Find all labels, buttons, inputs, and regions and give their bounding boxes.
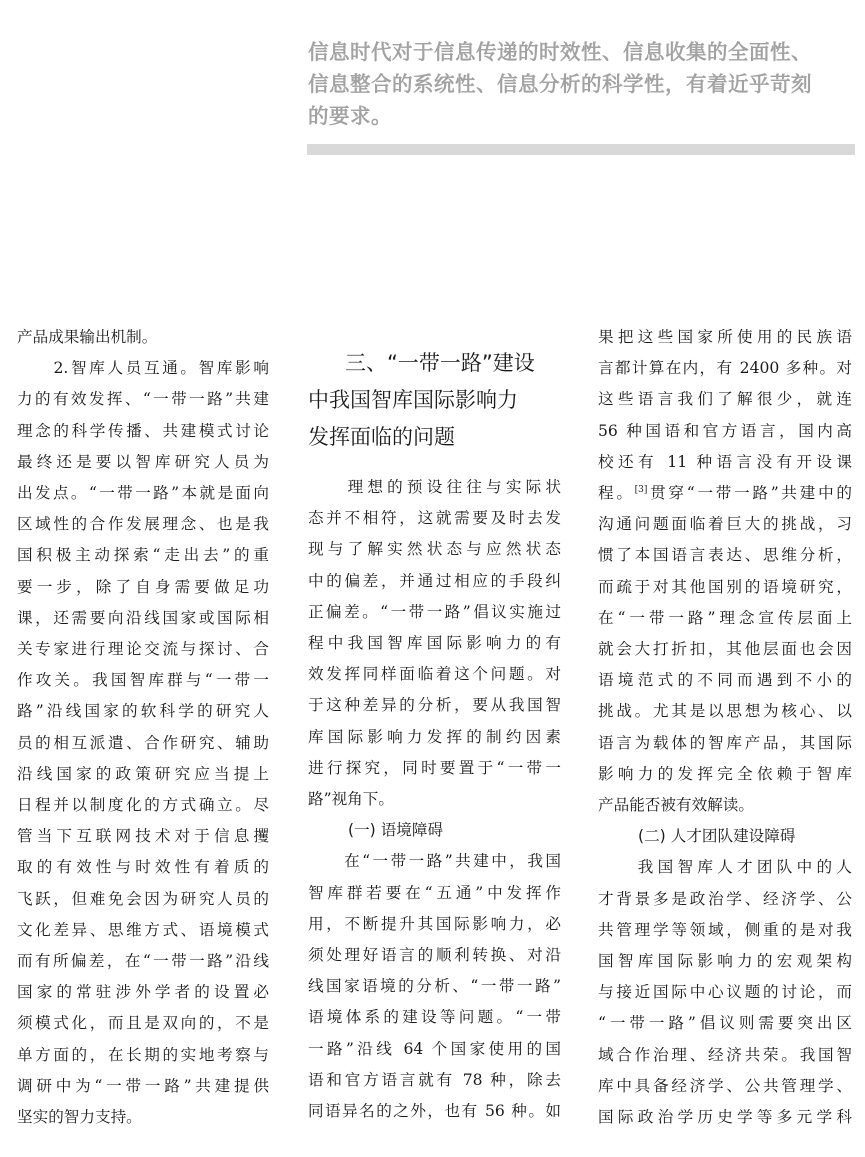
text-line: 须处理好语言的顺利转换、对沿 xyxy=(308,946,561,965)
text-line: 须模式化，而且是双向的，不是 xyxy=(17,1014,269,1033)
text-line: 理念的科学传播、共建模式讨论 xyxy=(17,421,269,440)
text-line: 影响力的发挥完全依赖于智库 xyxy=(598,764,852,783)
text-line: 中的偏差，并通过相应的手段纠 xyxy=(308,571,561,590)
text-line: 程中我国智库国际影响力的有 xyxy=(308,634,561,653)
text-line: 才背景多是政治学、经济学、公 xyxy=(598,889,852,908)
text-line: 国智库国际影响力的宏观架构 xyxy=(598,952,852,971)
text-line: 与接近国际中心议题的讨论，而 xyxy=(598,983,852,1002)
heading-line: 三、“一带一路”建设 xyxy=(345,351,535,375)
text-line: 国际政治学历史学等多元学科 xyxy=(598,1108,852,1127)
pull-quote-divider-bar xyxy=(307,144,855,155)
text-line: 一路”沿线 64 个国家使用的国 xyxy=(308,1039,561,1058)
text-line: 沿线国家的政策研究应当提上 xyxy=(17,764,269,783)
column-2 xyxy=(308,345,561,1127)
text-line: 线国家语境的分析、“一带一路” xyxy=(308,977,561,996)
heading-line: 中我国智库国际影响力 xyxy=(308,388,518,412)
text-line: 言都计算在内，有 2400 多种。对 xyxy=(598,359,852,378)
subsection-heading: (一) 语境障碍 xyxy=(348,821,444,840)
text-line: 在“一带一路”理念宣传层面上 xyxy=(598,608,852,627)
text-line: 产品成果输出机制。 xyxy=(17,328,158,346)
text-line: 而疏于对其他国别的语境研究， xyxy=(598,577,852,596)
text-line: 正偏差。“一带一路”倡议实施过 xyxy=(308,602,561,621)
text-line: 同语异名的之外，也有 56 种。如 xyxy=(308,1102,561,1121)
text-line: 区域性的合作发展理念、也是我 xyxy=(17,515,269,534)
text-line: 校还有 11 种语言没有开设课 xyxy=(598,452,852,471)
text-line: 国积极主动探索“走出去”的重 xyxy=(17,546,269,565)
column-1 xyxy=(17,322,269,1133)
heading-line: 发挥面临的问题 xyxy=(308,425,455,449)
text-line: 单方面的，在长期的实地考察与 xyxy=(17,1045,269,1064)
text-line: 共管理学等领域，侧重的是对我 xyxy=(598,920,852,939)
text-line: 飞跃，但难免会因为研究人员的 xyxy=(17,889,269,908)
text-line: 在“一带一路”共建中，我国 xyxy=(308,852,561,871)
text-line: 域合作治理、经济共荣。我国智 xyxy=(598,1045,852,1064)
text-line: 出发点。“一带一路”本就是面向 xyxy=(17,484,269,503)
text-line: 员的相互派遣、合作研究、辅助 xyxy=(17,733,269,752)
text-line: “一带一路”倡议则需要突出区 xyxy=(598,1014,852,1033)
pull-quote xyxy=(308,36,856,132)
text-line: 语境体系的建设等问题。“一带 xyxy=(308,1008,561,1027)
text-line: 就会大打折扣，其他层面也会因 xyxy=(598,640,852,659)
pull-quote-line: 的要求。 xyxy=(308,104,392,128)
text-line: 智库群若要在“五通”中发挥作 xyxy=(308,883,561,902)
text-line: 效发挥同样面临着这个问题。对 xyxy=(308,665,561,684)
text-line: 沟通问题面临着巨大的挑战，习 xyxy=(598,515,852,534)
text-line: 要一步，除了自身需要做足功 xyxy=(17,577,269,596)
text-line: 果把这些国家所使用的民族语 xyxy=(598,328,852,346)
text-line: 语境范式的不同而遇到不小的 xyxy=(598,671,852,690)
text-line: 态并不相符，这就需要及时去发 xyxy=(308,509,561,528)
citation-marker[interactable]: [3] xyxy=(634,484,648,495)
text-line: 日程并以制度化的方式确立。尽 xyxy=(17,796,269,815)
text-fragment: 程。 xyxy=(598,484,635,503)
text-line: 关专家进行理论交流与探讨、合 xyxy=(17,640,269,659)
text-line: 库国际影响力发挥的制约因素 xyxy=(308,727,561,746)
pull-quote-line: 信息整合的系统性、信息分析的科学性，有着近乎苛刻 xyxy=(308,72,812,96)
text-fragment: 贯穿“一带一路”共建中的 xyxy=(647,484,852,503)
text-line: 语和官方语言就有 78 种，除去 xyxy=(308,1070,561,1089)
text-line: 惯了本国语言表达、思维分析， xyxy=(598,546,852,565)
column-3 xyxy=(598,322,852,1133)
text-line: 文化差异、思维方式、语境模式 xyxy=(17,920,269,939)
text-line: 管当下互联网技术对于信息攫 xyxy=(17,827,269,846)
text-line: 路”视角下。 xyxy=(308,790,394,809)
text-line: 作攻关。我国智库群与“一带一 xyxy=(17,671,269,690)
text-line: 理想的预设往往与实际状 xyxy=(308,478,561,496)
text-line: 语言为载体的智库产品，其国际 xyxy=(598,733,852,752)
text-line: 用，不断提升其国际影响力，必 xyxy=(308,914,561,933)
text-line: 路”沿线国家的软科学的研究人 xyxy=(17,702,269,721)
text-line: 56 种国语和官方语言，国内高 xyxy=(598,421,852,440)
text-line: 产品能否被有效解读。 xyxy=(598,796,754,815)
text-line: 力的有效发挥、“一带一路”共建 xyxy=(17,390,269,409)
text-line: 坚实的智力支持。 xyxy=(17,1108,142,1127)
pull-quote-line: 信息时代对于信息传递的时效性、信息收集的全面性、 xyxy=(308,40,812,64)
text-line: 现与了解实然状态与应然状态 xyxy=(308,540,561,559)
text-line: 进行探究，同时要置于“一带一 xyxy=(308,758,561,777)
text-line: 我国智库人才团队中的人 xyxy=(598,858,852,877)
text-line: 这些语言我们了解很少，就连 xyxy=(598,390,852,409)
text-line: 2.智库人员互通。智库影响 xyxy=(17,359,269,378)
section-heading xyxy=(308,345,561,456)
text-line: 而有所偏差，在“一带一路”沿线 xyxy=(17,952,269,971)
text-line: 调研中为“一带一路”共建提供 xyxy=(17,1076,269,1095)
text-line: 国家的常驻涉外学者的设置必 xyxy=(17,983,269,1002)
text-line: 于这种差异的分析，要从我国智 xyxy=(308,696,561,715)
text-line: 取的有效性与时效性有着质的 xyxy=(17,858,269,877)
text-line: 库中具备经济学、公共管理学、 xyxy=(598,1076,852,1095)
text-line: 课，还需要向沿线国家或国际相 xyxy=(17,608,269,627)
text-line-with-citation xyxy=(598,478,852,509)
subsection-heading: (二) 人才团队建设障碍 xyxy=(638,827,796,846)
text-line: 挑战。尤其是以思想为核心、以 xyxy=(598,702,852,721)
text-line: 最终还是要以智库研究人员为 xyxy=(17,452,269,471)
